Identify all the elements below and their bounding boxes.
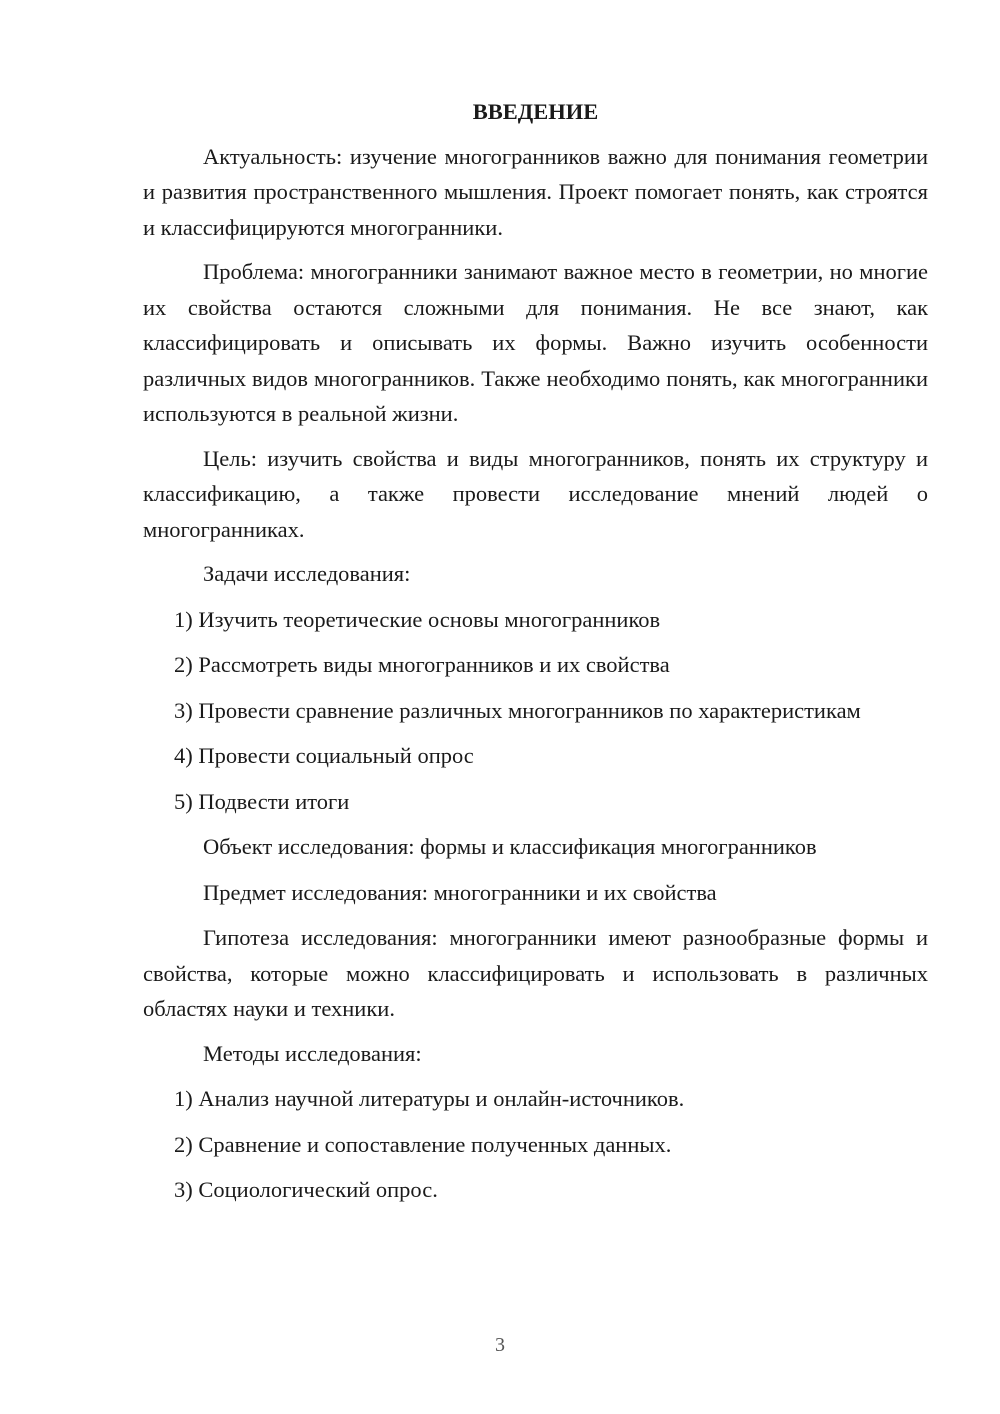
problem-paragraph: Проблема: многогранники занимают важное место в геометрии, но многие их свойства остаются сложными для понимания. Не все знают, как классифицировать и описывать их формы. Важно изучить особенности различных видов многогранников. Также необходимо понять, как многогранники используются в реальной жизни.	[143, 259, 928, 426]
subject-line: Предмет исследования: многогранники и их свойства	[203, 879, 717, 905]
page-number: 3	[495, 1334, 505, 1356]
task-item: 4) Провести социальный опрос	[174, 743, 474, 768]
hypothesis-paragraph: Гипотеза исследования: многогранники имеют разнообразные формы и свойства, которые можно классифицировать и использовать в различных областях науки и техники.	[143, 925, 928, 1021]
page-title: ВВЕДЕНИЕ	[472, 99, 599, 124]
method-item: 3) Социологический опрос.	[174, 1177, 438, 1202]
tasks-heading: Задачи исследования:	[203, 561, 411, 586]
methods-heading: Методы исследования:	[203, 1040, 422, 1066]
task-item: 5) Подвести итоги	[174, 788, 350, 814]
task-item: 1) Изучить теоретические основы многогранников	[174, 606, 661, 632]
goal-paragraph: Цель: изучить свойства и виды многогранников, понять их структуру и классификацию, а также провести исследование мнений людей о многогранниках.	[143, 445, 928, 542]
object-line: Объект исследования: формы и классификация многогранников	[203, 834, 817, 859]
relevance-paragraph: Актуальность: изучение многогранников важно для понимания геометрии и развития пространственного мышления. Проект помогает понять, как строятся и классифицируются многогранники.	[143, 143, 928, 240]
task-item: 2) Рассмотреть виды многогранников и их свойства	[174, 652, 670, 677]
document-body	[143, 94, 928, 1218]
method-item: 1) Анализ научной литературы и онлайн-источников.	[174, 1086, 685, 1111]
task-item: 3) Провести сравнение различных многогранников по характеристикам	[174, 697, 861, 723]
method-item: 2) Сравнение и сопоставление полученных данных.	[174, 1131, 672, 1157]
